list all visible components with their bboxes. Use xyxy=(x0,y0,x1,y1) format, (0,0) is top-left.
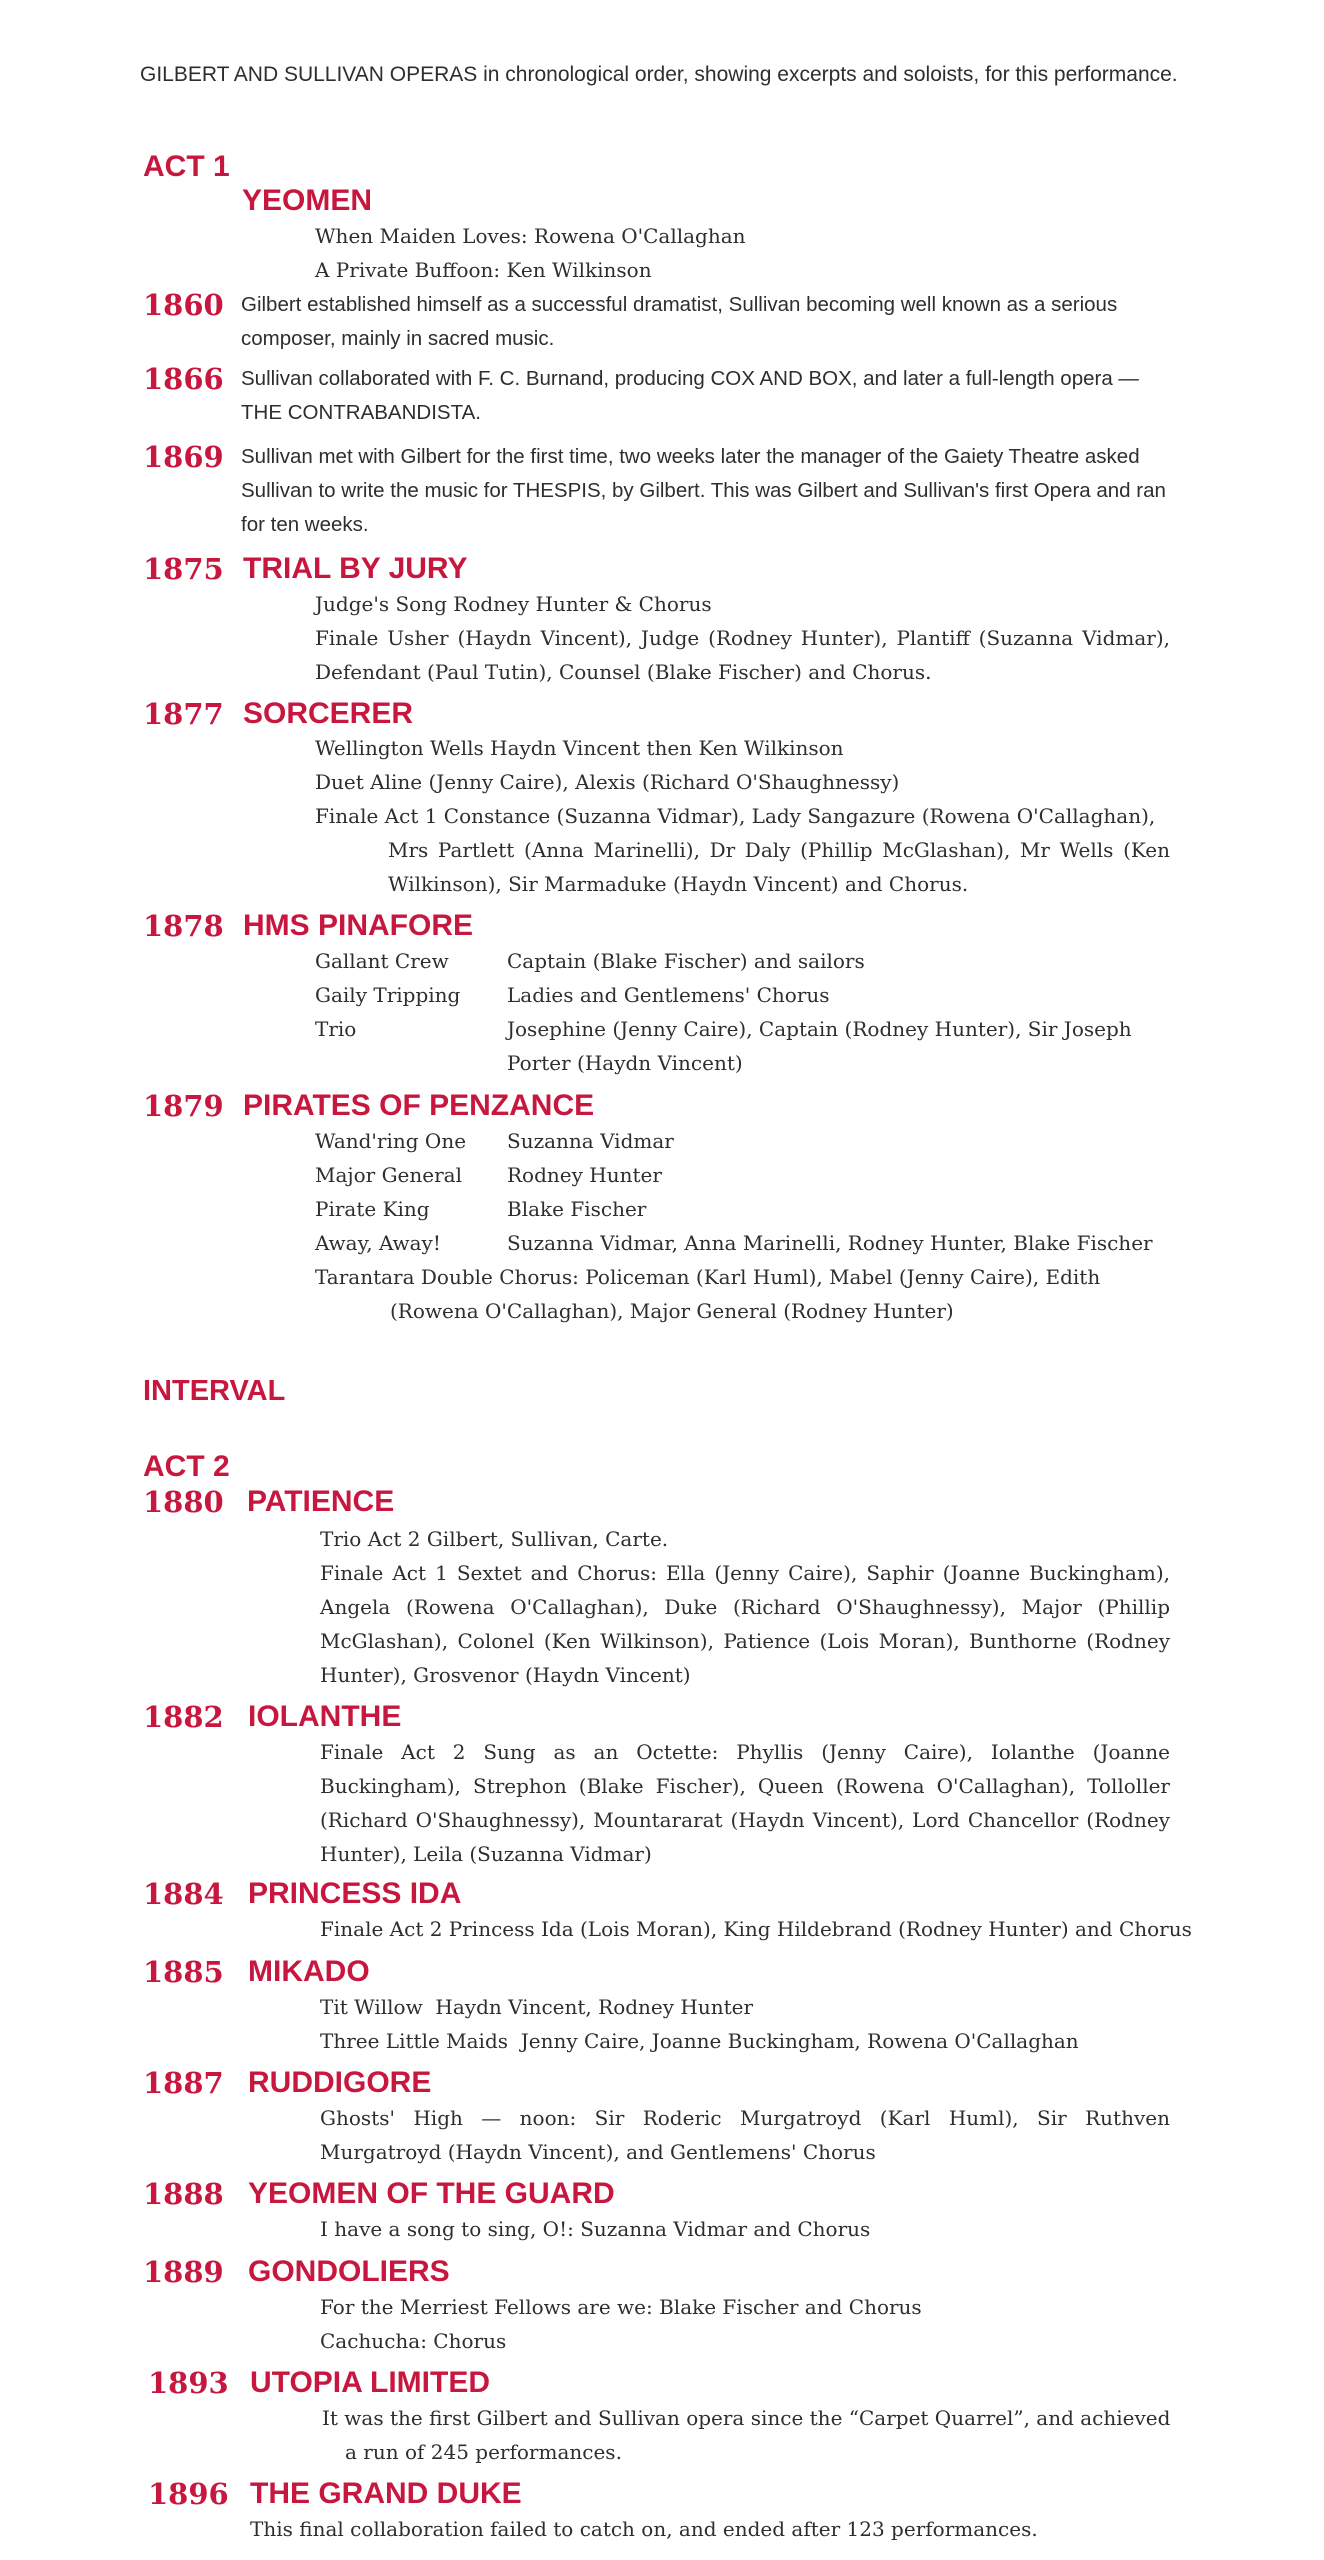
opera-title-princess-ida: PRINCESS IDA xyxy=(248,1877,462,1910)
yeomen-guard-song: I have a song to sing, O!: Suzanna Vidmar and Chorus xyxy=(320,2217,871,2241)
year-1893: 1893 xyxy=(148,2366,229,2400)
year-1887: 1887 xyxy=(143,2066,224,2100)
pinafore-item-value: Ladies and Gentlemens' Chorus xyxy=(507,983,830,1007)
patience-trio: Trio Act 2 Gilbert, Sullivan, Carte. xyxy=(320,1527,669,1551)
pirates-tarantara-line-1: Tarantara Double Chorus: Policeman (Karl Huml), Mabel (Jenny Caire), Edith xyxy=(315,1265,1101,1289)
mikado-three-little-maids: Three Little Maids Jenny Caire, Joanne Buckingham, Rowena O'Callaghan xyxy=(320,2029,1079,2053)
pirates-item-value: Suzanna Vidmar, Anna Marinelli, Rodney Hunter, Blake Fischer xyxy=(507,1231,1153,1255)
opera-title-trial-by-jury: TRIAL BY JURY xyxy=(243,552,468,585)
year-1878: 1878 xyxy=(143,909,224,943)
note-1866: Sullivan collaborated with F. C. Burnand, producing COX AND BOX, and later a full-length opera — THE CONTRABANDISTA. xyxy=(241,367,1139,424)
sorcerer-duet: Duet Aline (Jenny Caire), Alexis (Richard O'Shaughnessy) xyxy=(315,770,900,794)
iolanthe-finale: Finale Act 2 Sung as an Octette: Phyllis (Jenny Caire), Iolanthe (Joanne Buckingham), Strephon (Blake Fischer), Queen (Rowena O'Callaghan), Tolloller (Richard O'Shaughnessy), Mountararat (Haydn Vincent), Lord Chancellor (Rodney Hunter), Leila (Suzanna Vidmar) xyxy=(320,1740,1170,1866)
interval-heading: INTERVAL xyxy=(143,1375,286,1407)
pirates-item-value: Suzanna Vidmar xyxy=(507,1129,674,1153)
year-1882: 1882 xyxy=(143,1700,224,1734)
note-1860: Gilbert established himself as a successful dramatist, Sullivan becoming well known as a serious composer, mainly in sacred music. xyxy=(241,293,1118,350)
year-1896: 1896 xyxy=(148,2477,229,2511)
pirates-item-value: Rodney Hunter xyxy=(507,1163,662,1187)
year-1880: 1880 xyxy=(143,1485,224,1519)
pinafore-item-label: Gaily Tripping xyxy=(315,983,461,1007)
act-1-heading: ACT 1 xyxy=(143,150,230,183)
opera-title-utopia-limited: UTOPIA LIMITED xyxy=(250,2366,490,2399)
opera-title-gondoliers: GONDOLIERS xyxy=(248,2255,450,2288)
opera-title-yeomen-of-the-guard: YEOMEN OF THE GUARD xyxy=(248,2177,615,2210)
pirates-item-label: Pirate King xyxy=(315,1197,430,1221)
pinafore-item-value: Josephine (Jenny Caire), Captain (Rodney Hunter), Sir Joseph Porter (Haydn Vincent) xyxy=(507,1017,1132,1075)
opera-title-iolanthe: IOLANTHE xyxy=(248,1700,402,1733)
year-1888: 1888 xyxy=(143,2177,224,2211)
yeomen-excerpt-1: When Maiden Loves: Rowena O'Callaghan xyxy=(315,224,746,248)
pirates-tarantara-line-2: (Rowena O'Callaghan), Major General (Rodney Hunter) xyxy=(390,1299,954,1323)
patience-finale: Finale Act 1 Sextet and Chorus: Ella (Jenny Caire), Saphir (Joanne Buckingham), Angela (Rowena O'Callaghan), Duke (Richard O'Shaughnessy), Major (Phillip McGlashan), Colonel (Ken Wilkinson), Patience (Lois Moran), Bunthorne (Rodney Hunter), Grosvenor (Haydn Vincent) xyxy=(320,1561,1170,1687)
princess-ida-finale: Finale Act 2 Princess Ida (Lois Moran), King Hildebrand (Rodney Hunter) and Chorus xyxy=(320,1917,1192,1941)
year-1885: 1885 xyxy=(143,1955,224,1989)
trial-finale: Finale Usher (Haydn Vincent), Judge (Rodney Hunter), Plantiff (Suzanna Vidmar), Defendant (Paul Tutin), Counsel (Blake Fischer) and Chorus. xyxy=(315,626,1170,684)
gondoliers-merriest-fellows: For the Merriest Fellows are we: Blake Fischer and Chorus xyxy=(320,2295,922,2319)
opera-title-hms-pinafore: HMS PINAFORE xyxy=(243,909,474,942)
pirates-item-label: Away, Away! xyxy=(315,1231,441,1255)
year-1889: 1889 xyxy=(143,2255,224,2289)
ruddigore-ghosts-high-noon: Ghosts' High — noon: Sir Roderic Murgatroyd (Karl Huml), Sir Ruthven Murgatroyd (Haydn Vincent), and Gentlemens' Chorus xyxy=(320,2106,1170,2164)
opera-title-yeomen: YEOMEN xyxy=(242,184,373,217)
mikado-tit-willow: Tit Willow Haydn Vincent, Rodney Hunter xyxy=(320,1995,754,2019)
year-1877: 1877 xyxy=(143,697,224,731)
opera-title-ruddigore: RUDDIGORE xyxy=(248,2066,432,2099)
year-1875: 1875 xyxy=(143,552,224,586)
opera-title-patience: PATIENCE xyxy=(247,1485,395,1518)
pirates-item-label: Wand'ring One xyxy=(315,1129,467,1153)
year-1869: 1869 xyxy=(143,440,224,474)
pinafore-item-label: Gallant Crew xyxy=(315,949,449,973)
pirates-item-value: Blake Fischer xyxy=(507,1197,647,1221)
pirates-item-label: Major General xyxy=(315,1163,462,1187)
intro-text: GILBERT AND SULLIVAN OPERAS in chronological order, showing excerpts and soloists, for this performance. xyxy=(140,63,1178,86)
opera-title-sorcerer: SORCERER xyxy=(243,697,414,730)
yeomen-excerpt-2: A Private Buffoon: Ken Wilkinson xyxy=(315,258,652,282)
gondoliers-cachucha: Cachucha: Chorus xyxy=(320,2329,507,2353)
year-1866: 1866 xyxy=(143,362,224,396)
sorcerer-finale-line-2: Mrs Partlett (Anna Marinelli), Dr Daly (Phillip McGlashan), Mr Wells (Ken Wilkinson), Sir Marmaduke (Haydn Vincent) and Chorus. xyxy=(388,838,1170,896)
note-1869: Sullivan met with Gilbert for the first time, two weeks later the manager of the Gaiety Theatre asked Sullivan to write the music for THESPIS, by Gilbert. This was Gilbert and Sullivan's first Opera and ran for ten weeks. xyxy=(241,445,1166,536)
pinafore-item-value: Captain (Blake Fischer) and sailors xyxy=(507,949,865,973)
sorcerer-wellington-wells: Wellington Wells Haydn Vincent then Ken Wilkinson xyxy=(315,736,844,760)
opera-title-mikado: MIKADO xyxy=(248,1955,370,1988)
trial-judges-song: Judge's Song Rodney Hunter & Chorus xyxy=(315,592,712,616)
pinafore-item-label: Trio xyxy=(315,1017,357,1041)
year-1860: 1860 xyxy=(143,288,224,322)
utopia-note-line-2: a run of 245 performances. xyxy=(345,2440,622,2464)
year-1879: 1879 xyxy=(143,1089,224,1123)
opera-title-the-grand-duke: THE GRAND DUKE xyxy=(250,2477,522,2510)
year-1884: 1884 xyxy=(143,1877,224,1911)
act-2-heading: ACT 2 xyxy=(143,1450,230,1483)
utopia-note-line-1: It was the first Gilbert and Sullivan opera since the “Carpet Quarrel”, and achieved xyxy=(322,2406,1171,2430)
opera-title-pirates-of-penzance: PIRATES OF PENZANCE xyxy=(243,1089,595,1122)
grand-duke-note: This final collaboration failed to catch on, and ended after 123 performances. xyxy=(250,2517,1038,2541)
sorcerer-finale-line-1: Finale Act 1 Constance (Suzanna Vidmar), Lady Sangazure (Rowena O'Callaghan), xyxy=(315,804,1156,828)
